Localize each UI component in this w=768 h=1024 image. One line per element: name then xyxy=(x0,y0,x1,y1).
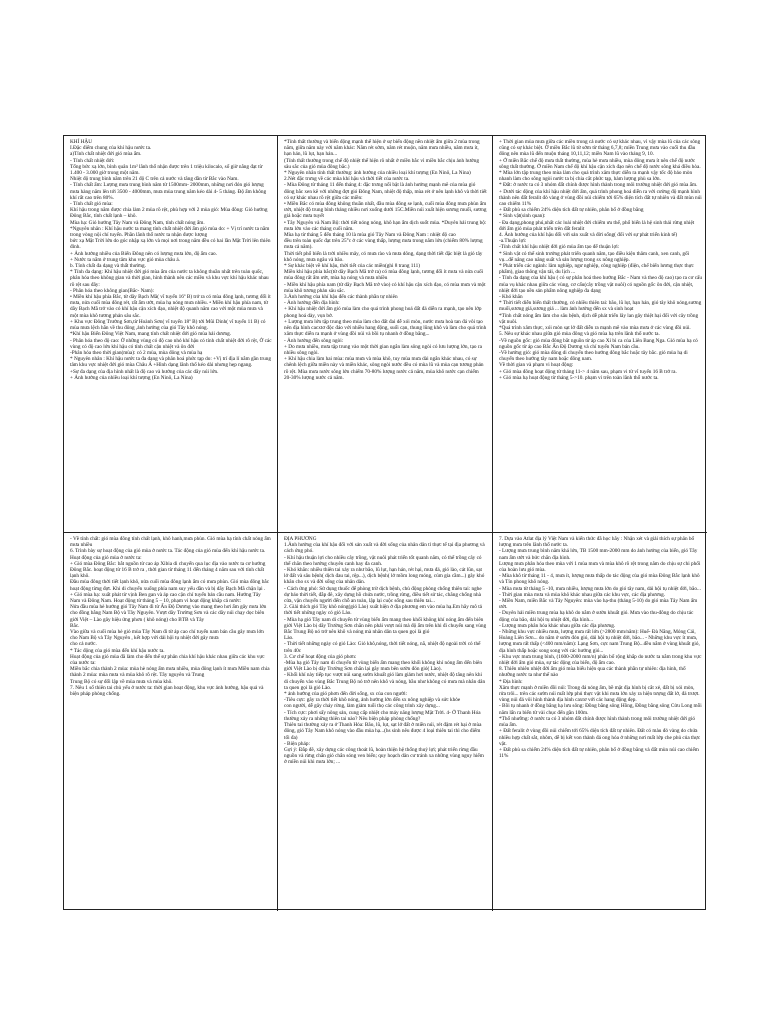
text-paragraph: - Về tính chất: gió mùa đông tính chất lạnh, khô hanh,mưa phùn. Gió mùa hạ tính chất nóng ẩm mưa nhiều xyxy=(70,536,271,549)
text-paragraph: *Khí hậu Biển Đông Việt Nam, mang tính chất nhiệt đới gió mùa hải dương. xyxy=(70,331,232,338)
text-paragraph: - Miền khí hậu phía nam (từ dãy Bạch Mã trở vào) có khí hậu cận xích đạo, có mùa mưa và một mùa khô tương phản sâu sắc. xyxy=(284,281,486,294)
text-paragraph: +Sự đa dạng của địa hình nhất là độ cao và hướng của các dãy núi lớn. xyxy=(70,368,219,375)
text-paragraph: - Duyên hải miền trung mùa hạ khô do nằm ở sườn khuất gió. Mưa vào thu-đông do chịu tác động của bão, dải hội tụ nhiệt đới, địa hình... xyxy=(499,610,694,623)
table-cell xyxy=(278,533,493,911)
table-cell xyxy=(64,136,278,533)
text-paragraph: -a.Thuận lợi: xyxy=(499,238,527,245)
text-paragraph: 8. Thiên nhiên nhiệt đới ẩm gió mùa biểu hiện qua các thành phần tự nhiên: địa hình, thổ nhưỡng nước ta như thế nào xyxy=(499,666,686,679)
text-paragraph: Khí hậu trong năm được chia làm 2 mùa rõ rệt, phù hợp với 2 mùa gió: Mùa đông: Gió hướng Đông Bắc, tính chất lạnh – khô. xyxy=(70,207,268,220)
text-paragraph: Trung Bộ có sự đối lập về mùa mưa và mùa khô. xyxy=(70,678,173,685)
text-paragraph: + Đất phù sa chiếm 24% diện tích đất tự nhiên, phân bố ở đồng bằng và đất mùn núi cao chiếm 11% xyxy=(499,746,699,760)
text-paragraph: * Nguyên nhân tính thất thường: ảnh hưởng của nhiều loại khí tượng (En Ninô, La Nina) xyxy=(284,170,471,177)
text-paragraph: + Đất feralit ở vùng đồi núi chiếm tới 65% diện tích đất tự nhiên. Đất có màu đỏ vàng do chứa nhiều hợp chất sắt, nhôm, dễ bị kết von thành đá ong hóa ở những nơi mất lớp che phủ của thực vật. xyxy=(499,728,701,747)
text-paragraph: con người, dễ gây cháy rừng, làm giảm tuổi thọ các công trình xây dựng... xyxy=(284,703,440,710)
text-paragraph: + Đất phù sa chiếm 24% diện tích đất tự nhiên, phân bố ở đồng bằng xyxy=(499,207,644,214)
text-paragraph: 7. Nêu 1 số thiên tai chủ yếu ở nước ta: thời gian hoạt động, khu vực ảnh hưởng, hậu quả và biện pháp phòng chống. xyxy=(70,684,264,698)
text-paragraph: * Nguyên nhân : Khí hậu nước ta đa dạng và phân hoá phức tạp do: +Vị trí địa lí nằm gần trung tâm khu vực nhiệt đới gió mùa Châu Á +Hình dạng lãnh thổ kéo dài nhưng hẹp ngang. xyxy=(70,356,271,369)
text-paragraph: * ảnh hưởng của gió phơn đến đời sống, sx của con người: xyxy=(284,691,408,698)
text-paragraph: 4. Ảnh hưởng của khí hậu đối với sản xuất và đời sống( đối với sự phát triển kinh tế) xyxy=(499,232,678,239)
text-paragraph: * Phát triển các ngành: lâm nghiệp, ngư nghiệp, công nghiệp (điện, chế biến lương thực thực phẩm), giao thông vận tải, du lịch ... xyxy=(499,263,694,276)
text-paragraph: Lào. xyxy=(284,635,294,642)
table-cell xyxy=(493,136,707,533)
text-paragraph: *Quá trình xâm thực, xói mòn sạt lở đất diễn ra mạnh mẽ vào mùa mưa ở các vùng đồi núi. xyxy=(499,325,691,332)
text-paragraph: + Khí hậu nhiệt đới ẩm gió mùa làm cho quá trình phong hoá đất đá diễn ra mạnh, tạo nên lớp phong hoá dày, vụn bở. xyxy=(284,306,482,319)
text-paragraph: đều trên toàn quốc đạt trên 25°c ở các vùng thấp, lượng mưa trong năm lớn (chiếm 80% lượng mưa cả năm). xyxy=(284,238,483,251)
text-paragraph: + Nước ta nằm ở trung tâm khu vực gió mùa châu á. xyxy=(70,256,180,263)
text-paragraph: + Gió mùa Đông Bắc: bắt nguồn từ cao áp Xibia di chuyển qua lục địa vào nước ta cơ hướng Đông Bắc. hoạt động từ 16 B trở ra , thời gian từ tháng 11 đến tháng 4 năm sau với tính chất lạnh khô. xyxy=(70,560,266,580)
text-paragraph: *Tính thất thường và biến động mạnh thể hiện ở sự biến động nền nhiệt ẩm giữa 2 mùa trong năm, giữa năm này với năm khác: Năm rét sớm, năm rét muộn, năm mưa nhiều, năm mưa ít, hạn hán, lũ lụt, hạn hán... xyxy=(284,139,480,158)
text-paragraph: - Biện pháp: xyxy=(284,740,310,747)
text-paragraph: *Thổ nhưỡng: ở nước ta có 3 nhóm đất chính được hình thành trong môi trường nhiệt đới gió mùa ẩm. xyxy=(499,715,696,729)
text-paragraph: 6. Trình bày sự hoạt động của gió mùa ở nước ta. Tác động của gió mùa đến khí hậu nước ta. xyxy=(70,548,266,555)
text-paragraph: ĐỊA PHƯƠNG xyxy=(284,536,317,542)
text-paragraph: * Mùa lớn tập trung theo mùa làm cho quá trình xâm thực diễn ra mạnh vậy tốc độ bảo mòn nhanh làm cho sông ngòi nước ta bị chia cắt phức tạp, hàm lượng phù sa lớn. xyxy=(499,170,693,183)
text-paragraph: + Ảnh hưởng nhiều của Biển Đông nên có lượng mưa lớn, độ ẩm cao. xyxy=(70,250,217,257)
text-paragraph: -Phân hóa theo thời gian(mùa): có 2 mùa, mùa đông và mùa hạ xyxy=(70,349,203,356)
text-paragraph: - Khu vực mưa trung bình, (1600-2000 mm/n) phân bố rộng khắp do nước ta nằm trong khu vực nhiệt đới ẩm gió mùa, sự tác động của biển, độ ẩm cao. xyxy=(499,653,702,667)
text-paragraph: - Tính chất nhiệt đới: xyxy=(70,157,115,164)
text-paragraph: + Gió mùa hạ hoạt động từ tháng 5->10. phạm vi trên toàn lãnh thổ nước ta. xyxy=(499,374,659,381)
text-paragraph: - Tích cực: phơi sấy nông sản, cung cấp nhiệt cho máy năng lượng Mặt Trời. 4- Ở Thanh Hóa thường xảy ra những thiên tai nào? Nêu biện pháp phòng chống? xyxy=(284,709,481,722)
text-paragraph: Mùa hạ: Gió hướng Tây Nam và Đông Nam, tính chất nóng ẩm. xyxy=(70,219,205,226)
text-paragraph: - Miền Nam, miền Bắc và Tây Nguyên: mùa vào hạ-thu (tháng 5-10) do gió mùa Tây Nam ấm ướt. xyxy=(499,598,698,611)
text-paragraph: - Mùa khô từ tháng 11 - 4, mưa ít, lượng mưa thấp do tác động của gió mùa Đông Bắc lạnh khô và Tín phong khô nóng. xyxy=(499,573,700,586)
text-paragraph: 2. Giải thích gió Tây khô nóng(gió Lào) xuất hiện ở địa phương em vào mùa hạ.Em hãy mô tả thời tiết những ngày có gió Lào. xyxy=(284,604,482,617)
text-paragraph: 3.Ảnh hưởng của khí hậu đến các thành phần tự nhiên xyxy=(284,294,398,301)
text-paragraph: -Về hướng gió: gió mùa đông di chuyển theo hướng đông bắc hoặc tây bắc. gió mùa hạ di chuyển theo hướng tây nam hoặc đông nam. xyxy=(499,349,688,363)
text-paragraph: + Dưới tác động của khí hậu nhiệt đới ẩm, quá trình phong hoá diễn ra với cường độ mạnh hình thành nên đất feralit đỏ vàng ở vùng đồi núi chiếm tới 65% diện tích đất tự nhiên và đất mùn núi cao chiếm 11% xyxy=(499,188,702,208)
text-paragraph: -Mùa hạ gió Tây nam di chuyển từ vùng biển ấm mang theo khối không khí nóng ẩm đến biên giới Việt Lào bị dãy Trường Sơn chắn lại gây mưa bên sườn đón gió( Lào). xyxy=(284,660,482,673)
text-paragraph: *Tính chất nóng ẩm làm cho sâu bệnh, dịch dễ phát triển lây lan gây thiệt hại đối với cây trồng vật nuôi. xyxy=(499,312,699,325)
text-paragraph: + Khu vực Đông Trường Sơn,từ Hoành Sơn( vĩ tuyến 18º B) tới Mũi Dinh( vĩ tuyến 11 B) có mùa mưa lệch hẳn về thu đông ,ảnh hưởng của gió Tây khô nóng. xyxy=(70,318,266,332)
text-paragraph: Gợi ý: Đắp đê, xây dựng các công thoát lũ, hoàn thiện hệ thống thuỷ lợi; phát triển rừng đầu nguồn và rừng chắn gió chắn sóng ven biển; quy hoạch dân cư tránh xa những vùng nguy hiểm ở miền núi khi mưa lớn; ... xyxy=(284,746,484,766)
text-paragraph: Hoạt động của gió mùa đã làm cho đến thế sự phân chia khí hậu khác nhau giữa các khu vực của nước ta: xyxy=(70,653,265,667)
text-paragraph: *Nguyên nhân : Khí hậu nước ta mang tính chất nhiệt đới ẩm gió mùa do: + Vị trí nước ta nằm trong vòng nội chí tuyến. Phần lãnh thổ nước ta nhận được lượng xyxy=(70,225,270,239)
text-paragraph: Miền bắc chia thành 2 mùa: mùa hè nóng ẩm mưa nhiều, mùa đông lạnh ít mưa Miền nam chia thành 2 mùa: mùa mưa và mùa khô rõ rệt. Tây nguyên và Trung xyxy=(70,666,270,679)
text-paragraph: + Gió mùa hạ: xuất phát từ vịnh Ben gan và áp cao cận chí tuyến bán cầu nam. Hướng Tây Nam và Đông Nam. Hoạt động từ tháng 5 – 10, phạm vi hoạt động khắp cả nước: xyxy=(70,591,261,605)
text-paragraph: Nửa đầu mùa hè hướng gió Tây Nam đi từ Ấn Độ Dương vào mang theo hơi ẩm gây mưa lớn cho đồng bằng Nam Bộ và Tây Nguyên. Vượt dãy Trường Sơn và các dãy núi chạy dọc biên giới Việt – Lào gây hiệu ứng phơn ( khô nóng) cho BTB và Tây xyxy=(70,604,267,623)
text-paragraph: Tổng bức xạ lớn, bình quân 1m² lãnh thổ nhận được trên 1 triệu kilocalo, số giờ nắng đạt từ 1.400 - 3.000 giờ trong một năm. xyxy=(70,163,263,177)
text-paragraph: • Miền khí hậu phía Bắc, từ dãy Bạch Mã( vĩ tuyến 16º B) trở ra có mùa đông lạnh, tương đối ít mưa, nửa cuối mùa đông rét, rất ẩm ướt, mùa hạ nóng mưa nhiều. • Miền khí hậu phía nam, từ dãy Bạch Mã trở vào có khí hậu cận xích đạo, nhiệt độ quanh năm cao với một mùa mưa và một mùa khô tương phản sâu sắc. xyxy=(70,294,271,319)
text-paragraph: bức xạ Mặt Trời lớn do góc nhập xạ lớn và mọi nơi trong năm đều có hai lần Mặt Trời lên thiên đỉnh. xyxy=(70,238,271,251)
text-paragraph: -Tiêu cực: gây ra thời tiết khô nóng, ảnh hưởng lớn đến sx nông nghiệp và sức khỏe xyxy=(284,697,461,704)
table-cell xyxy=(64,533,278,911)
text-paragraph: - Tính chất ẩm: Lượng mưa trung bình năm từ 1500mm- 2000mm, những nơi đón gió lượng mưa hàng năm lên tới 3500 - 4000mm, mưa mùa trung năm kéo dài 4- 5 tháng. Độ ẩm không khí rất cao trên 80%. xyxy=(70,182,267,201)
text-paragraph: - Khó khăn: nhiều thiên tai xảy ra như bão, lũ lụt, hạn hán, rét hại, mưa đá, gió lào, cát lũn, sạt lở đất và sâu bệnh( dịch đau tai, rệp...), dịch bệnh( lở mồm long móng, cúm gia cầm...) gây khó khăn cho sx và đời sống của nhân dân. xyxy=(284,567,485,586)
text-paragraph: * Sự khác biệt về khí hậu, thời tiết của các miền(ghi 8 trang 111) xyxy=(284,263,421,270)
text-paragraph: + Thời gian mùa mưa giữa các miền trong cả nước có sự khác nhau, vì vậy mùa lũ của các sông cũng có sự khác biệt. Ở miền Bắc lũ từ sớm từ tháng 6,7,8; miền Trung mưa vào cuối thu đầu đông nên mùa lũ đến muộn tháng 10,11,12; miền Nam lũ vào tháng 9, 10. xyxy=(499,139,701,158)
text-paragraph: - Mùa mưa từ tháng 5 -10, mưa nhiều, lượng mưa lớn do gió tây nam, dải hội tụ nhiệt đới, bão... xyxy=(499,585,701,592)
text-paragraph: * Địa hình: xyxy=(499,678,523,685)
text-paragraph: 3. Cơ chế hoạt động của gió phơn: xyxy=(284,653,357,660)
text-paragraph: 2.Nét đặc trưng về các mùa khí hậu và thời tiết của nước ta. xyxy=(284,176,410,183)
text-paragraph: 5. Nêu sự khác nhau giữa gió mùa đông và gió mùa hạ trên lãnh thổ nước ta. xyxy=(499,331,660,338)
text-paragraph: * Đất: ở nước ta có 3 nhóm đất chính được hình thành trong môi trường nhiệt đới gió mùa ẩm. xyxy=(499,182,698,189)
text-paragraph: a)Tính chất nhiệt đới gió mùa ẩm. xyxy=(70,151,142,158)
text-paragraph: - Lượng mưa phân hóa khác nhau giữa các địa phương. xyxy=(499,622,616,629)
text-paragraph: - Tính đa dạng của khí hậu ( có sự phân hoá theo hướng Bắc - Nam và theo độ cao) tạo ra cơ cấu mùa vụ khác nhau giữa các vùng, cơ cấu(cây trồng vật nuôi) có nguồn gốc ôn đới, cận nhiệt, nhiệt đới tạo nền sản phẩm nông nghiệp đa dạng xyxy=(499,275,702,294)
text-paragraph: cho cả nước. xyxy=(70,641,97,648)
text-paragraph: * Tính đa dạng: Khí hậu nhiệt đới gió mùa ẩm của nước ta không thuần nhất trên toàn quốc, phân hóa theo không gian và thời gian, hình thành nên các miền và khu vực khí hậu khác nhau rõ rệt sau đây: xyxy=(70,269,269,288)
table-cell xyxy=(278,136,493,533)
text-paragraph: -Tính chất khí hậu nhiệt đới gió mùa ẩm tạo để thuận lợi: xyxy=(499,244,620,251)
text-paragraph: I.Đặc điểm chung của khí hậu nước ta. xyxy=(70,145,152,152)
text-paragraph: • Miền Bắc có mùa đông không thuần nhất, đầu mùa đông se lạnh, cuối mùa đông mưa phùn ẩm ướt, nhiệt độ trung bình tháng nhiều nơi xuống dưới 15C.Miền núi xuất hiện sương muối, sương giá hoặc mưa tuyết xyxy=(284,201,487,220)
text-paragraph: (Tính thất thường trong chế độ nhiệt thể hiện rõ nhất ở miền bắc vì miền bắc chịu ảnh hưởng sâu sắc của gió mùa đông bắc.) xyxy=(284,157,479,170)
document-table xyxy=(63,135,706,910)
text-paragraph: - Tính chất gió mùa: xyxy=(70,201,113,208)
text-paragraph: + Do mưa nhiều, mưa tập trung vào một thời gian ngắn làm sông ngòi có lưu lượng lớn, tạo ra nhiều sông ngòi. xyxy=(284,343,482,356)
text-paragraph: + Khí hậu chia làm hai mùa: mùa mưa và mùa khô, tuy mùa mưa dài ngắn khác nhau, có sự chênh lệch giữa miền này và miền khác, sông ngòi nước đều có mùa lũ và mùa cạn tương phản rõ rệt. Mùa mưa nước sông lớn chiếm 70-80% lượng nước cả năm, mùa khô nước cạn chiếm 20-30% lượng nước cả năm. xyxy=(284,356,484,381)
text-paragraph: - Khối khí này tiếp tục vượt núi sang sườn khuất gió làm giảm hơi nước, nhiệt độ tăng nên khi di chuyển vào vùng Bắc Trung Bộ nó trở nên khô và nóng, bầu như không có mưa mà nhân dân ta quen gọi là gió Lào. xyxy=(284,672,486,691)
text-paragraph: * Sinh vật(sinh quan): xyxy=(499,213,546,220)
text-paragraph: - Ảnh hưởng đến địa hình: xyxy=(284,300,340,307)
text-paragraph: Thiên tai thường xảy ra ở Thanh Hóa: Bão, lũ, lụt, sạt lở đất ở miền núi, rét đậm rét hại ở mùa đông, gió Tây Nam khô nóng vào đầu mùa hạ...(hs sinh nêu được 4 loại thiên tai thì cho điểm tối đa) xyxy=(284,722,482,741)
text-paragraph: Bắc. xyxy=(70,622,80,629)
text-paragraph: Lượng mưa phân hóa theo mùa với 1 mùa mưa và mùa khô rõ rệt trong năm do chịu sự chi phối của hoàn lưu gió mùa. xyxy=(499,560,701,574)
table-cell xyxy=(493,533,707,911)
text-paragraph: - Mùa hạ gió Tây nam di chuyển từ vùng biển ấm mang theo khối không khí nóng ẩm đến biên giới Việt Lào bị dãy Trường Sơn chắn nên phải vượt núi mà độ ẩm trên khi đi chuyển sang vùng Bắc Trung Bộ nó trở nên khô và nóng mà nhân dân ta quen gọi là gió xyxy=(284,616,487,636)
text-paragraph: KHÍ HẬU xyxy=(70,139,93,145)
text-paragraph: - Thời tiết những ngày có gió Lào: Gió khô,nóng, thời tiết nóng, nắ, nhiệt độ ngoài trời có thể trên 40c xyxy=(284,641,481,654)
text-paragraph: * Tác động của gió mùa đến khí hậu nước ta. xyxy=(70,647,165,654)
text-paragraph: - Đa dạng,phong phú,nhất các loài nhiệt đới chiếm ưu thế, phổ biến là hệ sinh thái rừng nhiệt đới ẩm gió mùa phát triển trên đất feralit xyxy=(499,219,695,232)
text-paragraph: - Phân hóa theo độ cao: Ở những vùng có độ cao nhỏ khí hậu có tính chất nhiệt đới rõ rệt, Ở các vùng có độ cao lớn khí hậu có tính chất cận nhiệt và ôn đới xyxy=(70,337,272,350)
text-paragraph: Về thời gian và phạm vi hoạt động: xyxy=(499,362,574,369)
text-paragraph: - Lượng mưa trung bình năm khá lớn, TB 1500 mm-2000 mm do ảnh hưởng của biển, gió Tây nam ẩm ướt và bức chắn địa hình. xyxy=(499,548,698,561)
text-paragraph: Hoạt động của gió mùa ở nước ta: xyxy=(70,554,142,561)
text-paragraph: Mùa hạ từ tháng 5 đến tháng 10 là mùa gió Tây Nam và Đông Nam : nhiệt độ cao xyxy=(284,232,456,239)
text-paragraph: b. Tính chất đa dạng và thất thường. xyxy=(70,263,146,270)
text-paragraph: - Khó khăn xyxy=(499,294,523,301)
text-paragraph: + Lượng mưa lớn tập trung theo mùa làm cho đất đai dễ xói mòn, nước mưa hoà tan đá vôi tạo nên địa hình cacxtơ độc đáo với nhiều hang động, suối cạn, thung lũng khô và làm cho quá trình xâm thực diễn ra mạnh ở vùng đồi núi và bồi tụ nhanh ở đồng bằng... xyxy=(284,318,487,338)
text-paragraph: • Tây Nguyên và Nam Bộ: thời tiết nóng nóng, khô hạn ẩm dịch suốt mùa. *Duyên hải trung bộ: mưa lớn vào các tháng cuối năm. xyxy=(284,219,487,232)
text-paragraph: - Bồi tụ nhanh ở đồng bằng hạ lưu sông: Đồng bằng sông Hồng, Đồng bằng sông Cửu Long mỗi năm lấn ra biển từ vài chục đến gần 100m. xyxy=(499,703,702,716)
text-paragraph: - Những khu vực nhiều mưa, lượng mưa rất lớn (>2800 mm/năm): Huế- Đà Nẵng, Móng Cái, Hoàng Liên Sơn... do nằm ở sườn đón gió, dải hội tụ nhiệt đới, bão... - Những khu vực ít mưa, lượng mưa rất thấp (<400 mm/năm): Lạng Sơn, cực nam Trung Bộ...đều nằm ở vùng khuất gió, địa hình thấp hoặc song song với các hướng gió... xyxy=(499,629,700,654)
text-paragraph: Nhiệt độ trung bình năm trên 21 độ C trên cả nước và tăng dần từ Bắc vào Nam. xyxy=(70,176,239,183)
text-paragraph: Đầu mùa đông thời tiết lạnh khô, nửa cuối mùa đông lạnh ẩm có mưa phùn. Gió mùa đông bắc hoạt động từng đợt. Khi di chuyển xuống phía nam suy yếu dần và bị dãy Bạch Mã chặn lại . xyxy=(70,579,270,592)
text-paragraph: + Gió mùa đông hoạt động từ tháng 11-> 4 năm sau, phạm vi từ vĩ tuyến 16 B trở ra. xyxy=(499,368,677,375)
text-paragraph: - Khí hậu thuận lợi cho nhiều cây trồng, vật nuôi phát triển tốt quanh năm, có thể trồng cây có thể chăn theo hướng chuyên canh hay đa canh. xyxy=(284,554,482,567)
text-paragraph: Thời tiết phổ biến là trời nhiều mây, có mưa rào và mưa dông, dạng thời tiết đặc biệt là gió tây khô nóng, mưa ngâu và bão. xyxy=(284,250,483,263)
text-paragraph: * Thời tiết diễn biến thất thường, có nhiều thiên tai: bão, lũ lụt, hạn hán, gió tây khô nóng,sương muối,sương giá,sương giá ... làm ảnh hưởng đến sx và sinh hoạt xyxy=(499,300,702,313)
text-paragraph: 1.Ảnh hưởng của khí hậu đối với sản xuất và đời sống của nhân dân tỉ thực tế tại địa phương và cách ứng phó. xyxy=(284,542,485,555)
text-paragraph: - Phân hóa theo không gian(Bắc- Nam): xyxy=(70,287,154,294)
text-paragraph: + Ở miền Bắc chế độ mưa thất thường, mùa hè mưa nhiều, mùa đông mưa ít nên chế độ nước sông thất thường. Ở miền Nam chế độ khí hậu cận xích đạo nên chế độ nước sông khá điều hòa. xyxy=(499,157,701,170)
text-paragraph: + Ảnh hưởng của nhiều loại khí tượng (En Ninô, La Nina) xyxy=(70,374,193,381)
text-paragraph: Miền khí hậu phía bắc(từ dãy Bạch Mã trở ra) có mùa đông lạnh, tương đối ít mưa và nửa cuối mùa đông rất ẩm ướt, mùa hạ nóng và mưa nhiều xyxy=(284,269,484,282)
text-paragraph: Xâm thực mạnh ở miền đồi núi: Trong đá nóng ẩm, bề mặt địa hình bị cắt xẻ, đất bị xói mòn, rửa trôi... trên các sườn núi mất lớp phủ thực vật khi mưa lớn xảy ra hiện tượng đất lở, đá trượt. vùng núi đá vôi hình thành địa hình caxtơ với các hang động đẹp. xyxy=(499,684,700,704)
text-paragraph: - Cách ứng phó: Sử dụng thuốc để phòng trừ dịch bệnh, chủ động phòng chống thiên tai: nghe dự báo thời tiết, đắp đê, xây dựng hồ chứa nước, trồng rừng, điều tiết sử tác, chăng chống nhà cửa, vận chuyển người đến chỗ an toàn, lập lại cuộc sống sau thiên tai... xyxy=(284,585,482,605)
text-paragraph: -Về nguồn gốc: gió mùa đông bắt nguồn từ áp cao Xi bi ca của Liên Bang Nga. Gió mùa hạ có nguồn gốc từ áp cao Bắc Ấn Độ Dương và chí tuyến Nam bán cầu. xyxy=(499,337,698,350)
text-paragraph: Vào giữa và cuối mùa hè gió mùa Tây Nam đi từ áp cao chí tuyến nam bán cầu gây mưa lớn cho Nam Bộ và Tây Nguyên , kết hợp với dải hội tụ nhiệt đới gây mưa xyxy=(70,629,264,642)
text-paragraph: - Thời gian mùa mưa và mùa khô khác nhau giữa các khu vực, các địa phương. xyxy=(499,591,666,598)
text-paragraph: 7. Dựa vào Atlat địa lý Việt Nam và kiến thức đã học hãy : Nhận xét và giải thích sự phân bố lượng mưa trên lãnh thổ nước ta. xyxy=(499,536,695,549)
text-paragraph: - Ảnh hưởng đến sông ngòi: xyxy=(284,337,344,344)
text-paragraph: * Sinh vật có thể sinh trưởng phát triển quanh năm, tạo điều kiện thâm canh, xen canh, gối vụ...để nâng cao năng suất và sản lượng trong sx nông nghiệp. xyxy=(499,250,690,263)
text-paragraph: - Mùa Đông từ tháng 11 đến tháng 4: đặc trưng nổi bật là ảnh hưởng mạnh mẽ của mùa gió đông bắc xen kẽ với những đợt gió Đông Nam, nhiệt độ thấp, mùa rét ở nên lạnh khô và thời tiết có sự khác nhau rõ rệt giữa các miền: xyxy=(284,182,487,201)
